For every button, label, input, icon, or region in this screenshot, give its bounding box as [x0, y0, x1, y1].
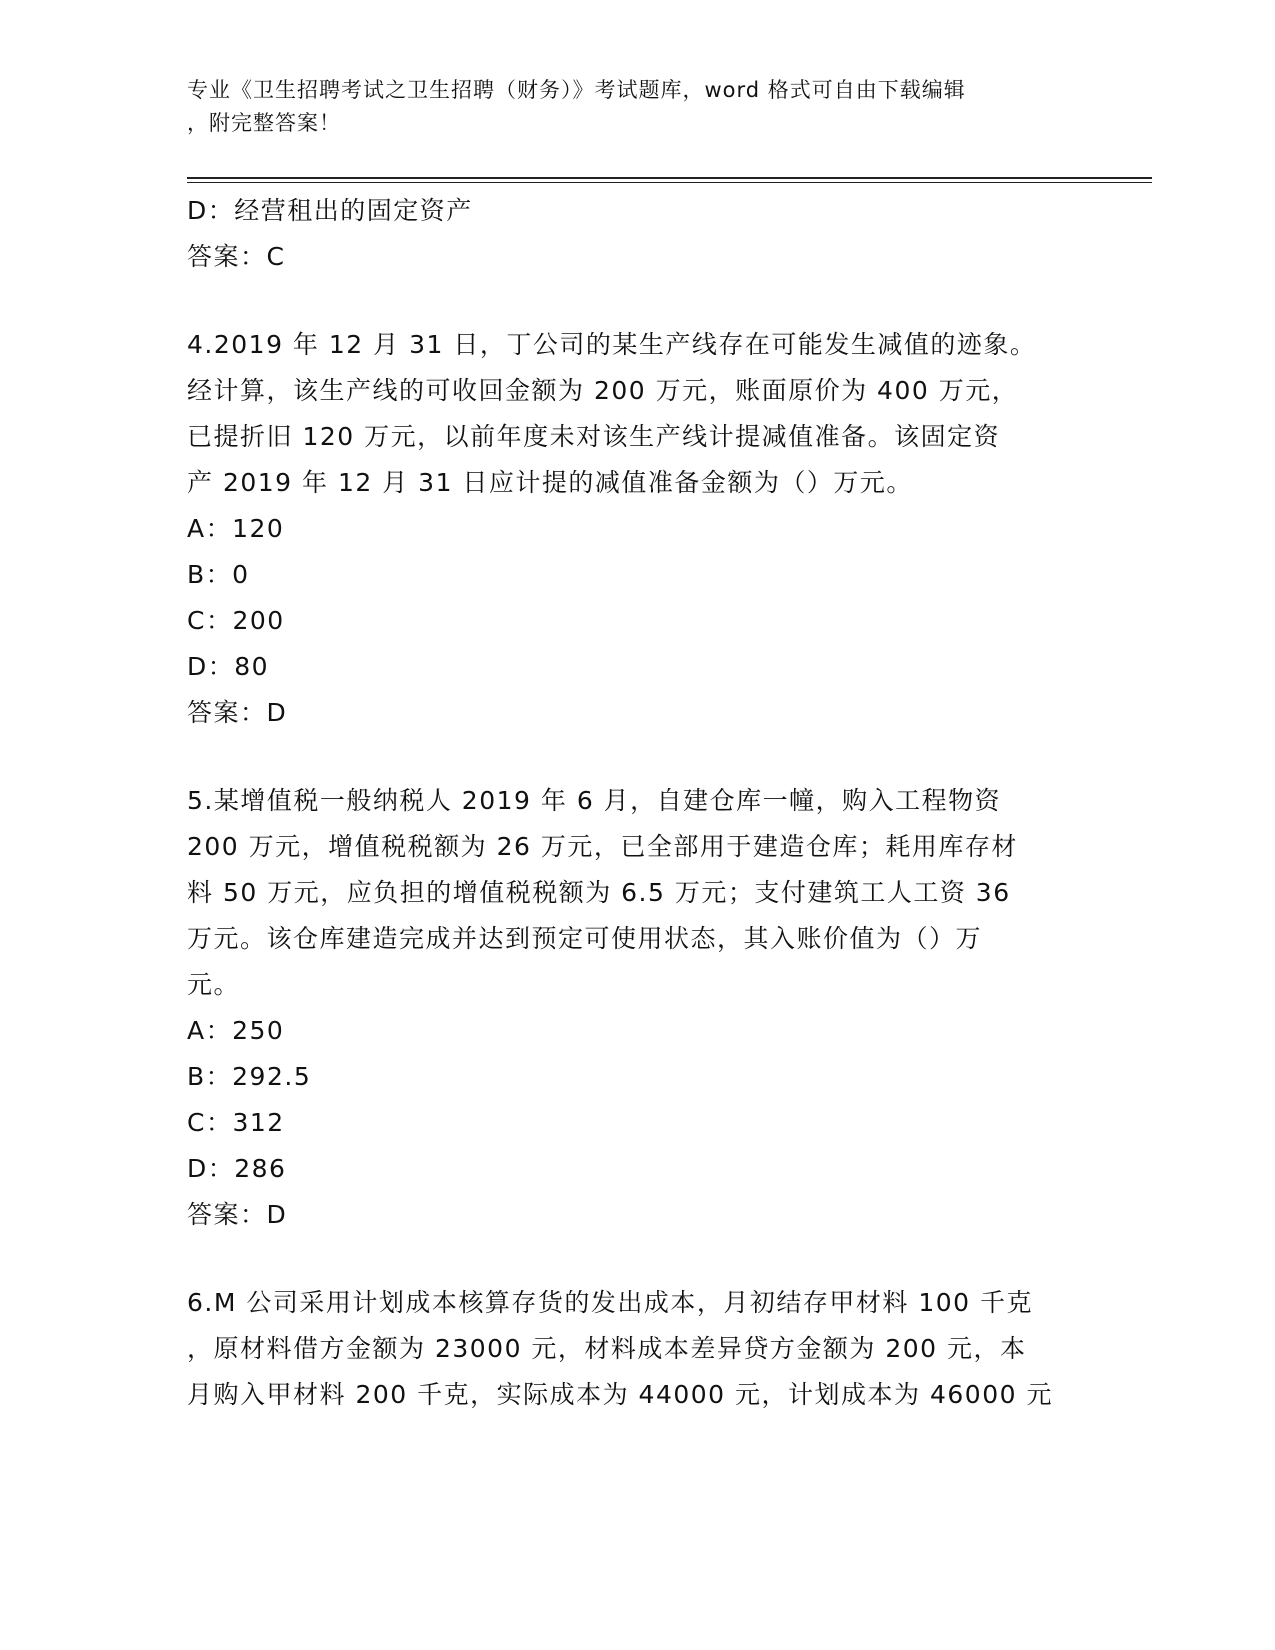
option-c: C：200 — [187, 606, 285, 635]
question-text-line: 200 万元，增值税税额为 26 万元，已全部用于建造仓库；耗用库存材 — [187, 832, 1018, 861]
option-c: C：312 — [187, 1108, 285, 1137]
question-text-line: 万元。该仓库建造完成并达到预定可使用状态，其入账价值为（）万 — [187, 924, 983, 953]
header-divider-thick — [187, 177, 1152, 179]
question-text-line: ，原材料借方金额为 23000 元，材料成本差异贷方金额为 200 元，本 — [187, 1334, 1027, 1363]
question-6 — [187, 1280, 1082, 1418]
question-5 — [187, 778, 1082, 1238]
option-b: B：0 — [187, 560, 250, 589]
question-4 — [187, 322, 1082, 736]
spacer — [187, 280, 1082, 322]
document-header — [187, 74, 1087, 140]
question-text-line: 已提折旧 120 万元，以前年度未对该生产线计提减值准备。该固定资 — [187, 422, 1001, 451]
document-body — [187, 188, 1082, 1418]
answer-line: 答案：D — [187, 1200, 288, 1229]
spacer — [187, 1238, 1082, 1280]
question-text-line: 料 50 万元，应负担的增值税税额为 6.5 万元；支付建筑工人工资 36 — [187, 878, 1011, 907]
option-d: D：经营租出的固定资产 — [187, 196, 473, 225]
option-d: D：80 — [187, 652, 270, 681]
question-text-line: 经计算，该生产线的可收回金额为 200 万元，账面原价为 400 万元， — [187, 376, 1019, 405]
question-text-line: 4.2019 年 12 月 31 日，丁公司的某生产线存在可能发生减值的迹象。 — [187, 330, 1037, 359]
answer-line: 答案：C — [187, 242, 286, 271]
option-a: A：120 — [187, 514, 285, 543]
header-divider-thin — [187, 182, 1152, 183]
spacer — [187, 736, 1082, 778]
question-text-line: 元。 — [187, 970, 241, 999]
question-text-line: 产 2019 年 12 月 31 日应计提的减值准备金额为（）万元。 — [187, 468, 913, 497]
option-b: B：292.5 — [187, 1062, 312, 1091]
answer-line: 答案：D — [187, 698, 288, 727]
question-text-line: 月购入甲材料 200 千克，实际成本为 44000 元，计划成本为 46000 元 — [187, 1380, 1053, 1409]
header-line-2: ，附完整答案！ — [187, 111, 341, 135]
prev-question-tail — [187, 188, 1082, 280]
option-a: A：250 — [187, 1016, 285, 1045]
question-text-line: 6.M 公司采用计划成本核算存货的发出成本，月初结存甲材料 100 千克 — [187, 1288, 1033, 1317]
question-text-line: 5.某增值税一般纳税人 2019 年 6 月，自建仓库一幢，购入工程物资 — [187, 786, 1002, 815]
header-line-1: 专业《卫生招聘考试之卫生招聘（财务）》考试题库，word 格式可自由下载编辑 — [187, 78, 966, 102]
option-d: D：286 — [187, 1154, 287, 1183]
